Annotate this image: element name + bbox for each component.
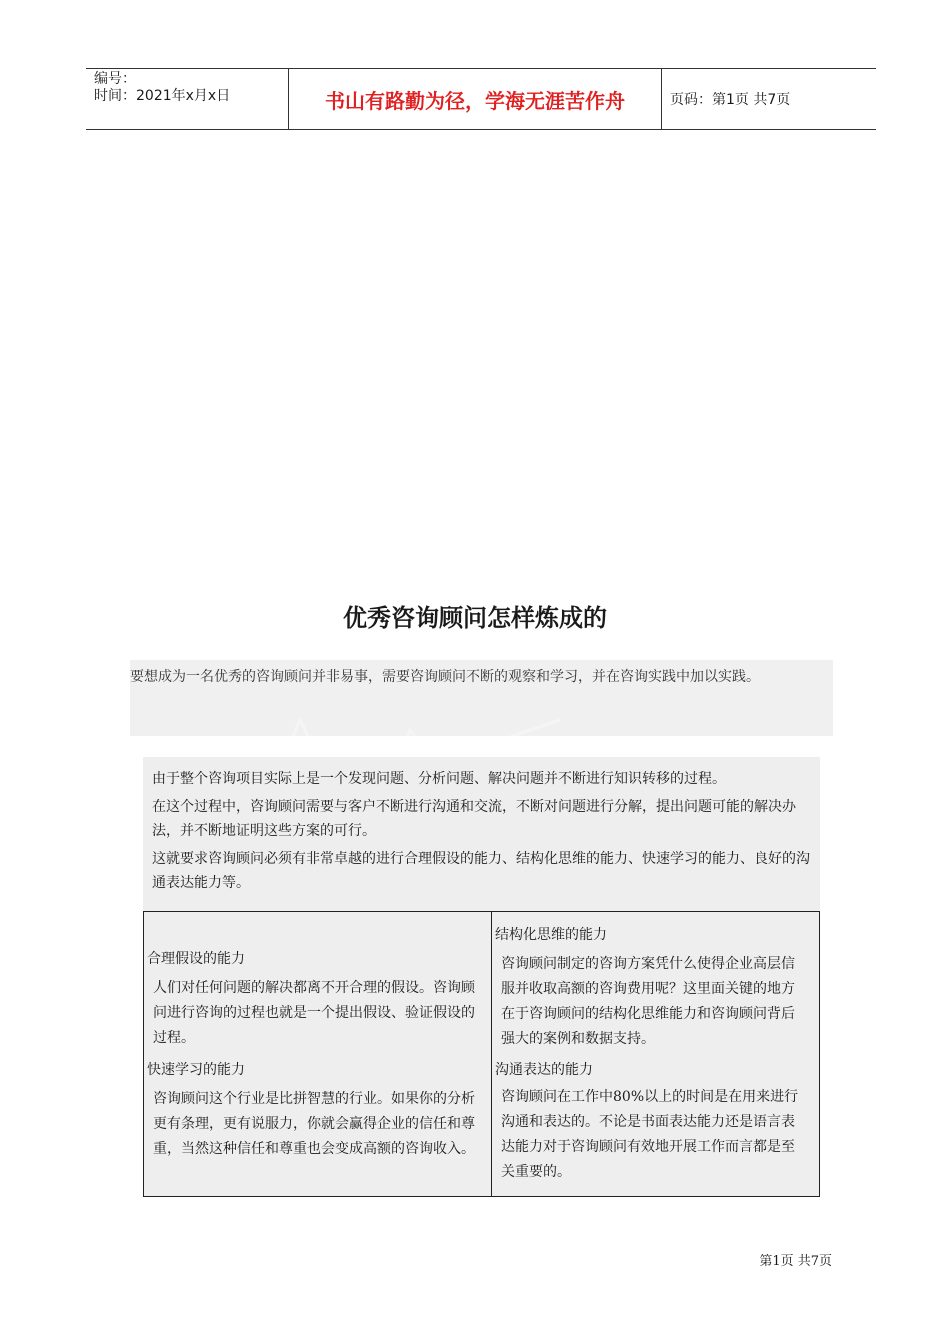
header-page-cell	[662, 69, 876, 129]
main-content-box	[143, 757, 820, 1197]
section-title-hypothesis: 合理假设的能力	[147, 951, 245, 967]
main-paragraph-2: 在这个过程中，咨询顾问需要与客户不断进行沟通和交流，不断对问题进行分解，提出问题可能的解决办法，并不断地证明这些方案的可行。	[152, 799, 796, 839]
section-title-communication: 沟通表达的能力	[495, 1062, 593, 1078]
abilities-right-column	[492, 912, 819, 1196]
intro-text: 要想成为一名优秀的咨询顾问并非易事，需要咨询顾问不断的观察和学习，并在咨询实践中加以实践。	[130, 669, 760, 685]
header-page-info: 页码：第1页 共7页	[670, 92, 791, 108]
section-title-structured: 结构化思维的能力	[495, 927, 607, 943]
time-label: 时间：2021年x月x日	[94, 88, 231, 104]
intro-box	[130, 660, 833, 736]
header-motto: 书山有路勤为径，学海无涯苦作舟	[325, 88, 625, 113]
main-text	[152, 767, 812, 899]
section-title-learning: 快速学习的能力	[147, 1062, 245, 1078]
header-motto-cell	[288, 69, 662, 129]
code-label: 编号：	[94, 71, 136, 87]
abilities-grid	[143, 911, 820, 1197]
document-title: 优秀咨询顾问怎样炼成的	[343, 604, 607, 632]
section-body-communication: 咨询顾问在工作中80%以上的时间是在用来进行沟通和表达的。不论是书面表达能力还是语言表达能力对于咨询顾问有效地开展工作而言都是至关重要的。	[501, 1089, 799, 1180]
main-paragraph-1: 由于整个咨询项目实际上是一个发现问题、分析问题、解决问题并不断进行知识转移的过程。	[152, 771, 726, 787]
abilities-left-column	[144, 912, 492, 1196]
main-paragraph-3: 这就要求咨询顾问必须有非常卓越的进行合理假设的能力、结构化思维的能力、快速学习的能力、良好的沟通表达能力等。	[152, 851, 810, 891]
header-meta	[86, 69, 288, 129]
section-body-structured: 咨询顾问制定的咨询方案凭什么使得企业高层信服并收取高额的咨询费用呢？这里面关键的地方在于咨询顾问的结构化思维能力和咨询顾问背后强大的案例和数据支持。	[501, 956, 795, 1047]
section-body-hypothesis: 人们对任何问题的解决都离不开合理的假设。咨询顾问进行咨询的过程也就是一个提出假设、验证假设的过程。	[153, 980, 475, 1046]
section-body-learning: 咨询顾问这个行业是比拼智慧的行业。如果你的分析更有条理，更有说服力，你就会赢得企业的信任和尊重，当然这种信任和尊重也会变成高额的咨询收入。	[153, 1091, 475, 1157]
page-footer: 第1页 共7页	[759, 1254, 832, 1269]
page-header	[86, 68, 876, 130]
